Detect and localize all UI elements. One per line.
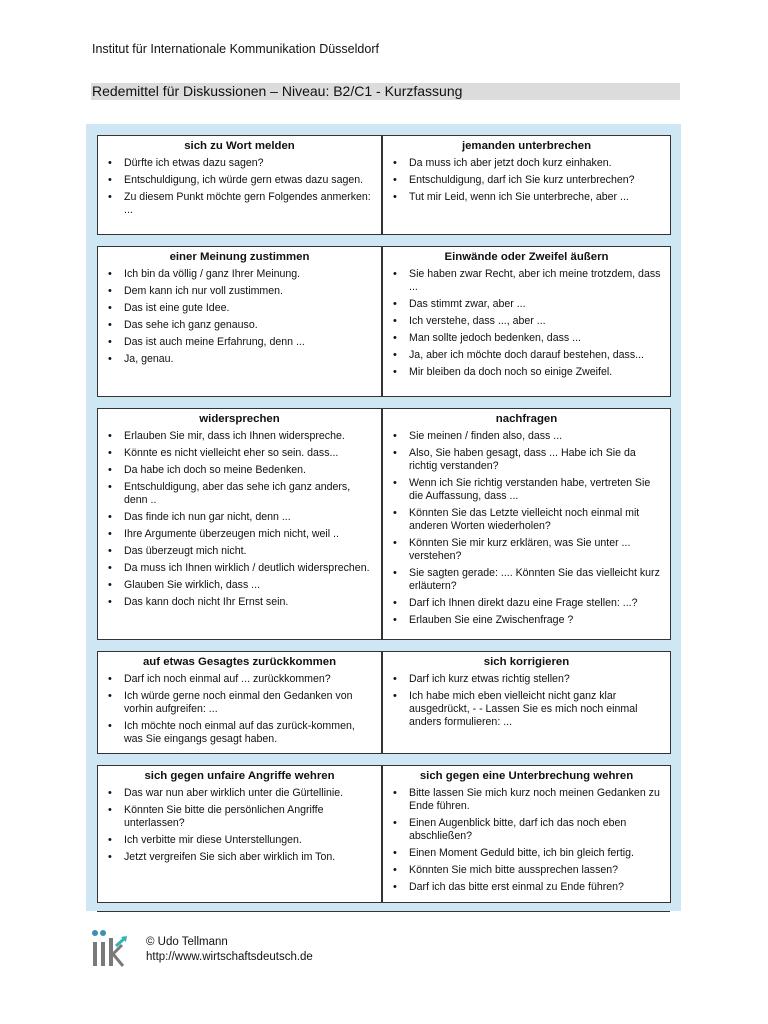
list-item: • Darf ich das bitte erst einmal zu Ende führen? [391,881,662,894]
list-item: • Entschuldigung, ich würde gern etwas dazu sagen. [106,174,373,187]
list-item: • Jetzt vergreifen Sie sich aber wirklich im Ton. [106,851,373,864]
list-item: • Wenn ich Sie richtig verstanden habe, vertreten Sie die Auffassung, dass ... [391,477,662,503]
section-box [97,408,382,640]
phrase-list [391,673,662,729]
list-item: • Dürfte ich etwas dazu sagen? [106,157,373,170]
phrase-list [391,787,662,894]
phrases-panel [86,124,681,911]
document-title: Redemittel für Diskussionen – Niveau: B2/C1 - Kurzfassung [91,83,680,100]
list-item: • Könnten Sie bitte die persönlichen Angriffe unterlassen? [106,804,373,830]
section-title: sich korrigieren [483,656,570,668]
footer [146,935,313,965]
list-item: • Darf ich Ihnen direkt dazu eine Frage stellen: ...? [391,597,662,610]
list-item: • Einen Moment Geduld bitte, ich bin gleich fertig. [391,847,662,860]
list-item: • Ich würde gerne noch einmal den Gedanken von vorhin aufgreifen: ... [106,690,373,716]
list-item: • Könnten Sie mir kurz erklären, was Sie unter ... verstehen? [391,537,662,563]
phrase-list [391,268,662,379]
phrase-list [106,430,373,609]
list-item: • Das überzeugt mich nicht. [106,545,373,558]
list-item: • Erlauben Sie mir, dass ich Ihnen widerspreche. [106,430,373,443]
list-item: • Ihre Argumente überzeugen mich nicht, weil .. [106,528,373,541]
section-title: jemanden unterbrechen [461,140,592,152]
list-item: • Man sollte jedoch bedenken, dass ... [391,332,662,345]
list-item: • Darf ich noch einmal auf ... zurückkommen? [106,673,373,686]
list-item: • Das stimmt zwar, aber ... [391,298,662,311]
section-title: einer Meinung zustimmen [169,251,310,263]
list-item: • Könnten Sie mich bitte aussprechen lassen? [391,864,662,877]
phrase-list [391,430,662,627]
phrase-list [106,157,373,217]
list-item: • Da habe ich doch so meine Bedenken. [106,464,373,477]
list-item: • Könnte es nicht vielleicht eher so sein. dass... [106,447,373,460]
section-box [382,651,671,754]
section-box [382,408,671,640]
list-item: • Sie haben zwar Recht, aber ich meine trotzdem, dass ... [391,268,662,294]
section-box [97,246,382,397]
list-item: • Könnten Sie das Letzte vielleicht noch einmal mit anderen Worten wiederholen? [391,507,662,533]
list-item: • Entschuldigung, aber das sehe ich ganz anders, denn .. [106,481,373,507]
list-item: • Ja, genau. [106,353,373,366]
list-item: • Mir bleiben da doch noch so einige Zweifel. [391,366,662,379]
section-box [97,135,382,235]
copyright-text: © Udo Tellmann [146,936,228,948]
list-item: • Dem kann ich nur voll zustimmen. [106,285,373,298]
list-item: • Das sehe ich ganz genauso. [106,319,373,332]
section-title: Einwände oder Zweifel äußern [444,251,609,263]
list-item: • Sie meinen / finden also, dass ... [391,430,662,443]
institute-name: Institut für Internationale Kommunikation Düsseldorf [92,42,379,56]
list-item: • Ja, aber ich möchte doch darauf bestehen, dass... [391,349,662,362]
section-box [97,651,382,754]
list-item: • Glauben Sie wirklich, dass ... [106,579,373,592]
list-item: • Das finde ich nun gar nicht, denn ... [106,511,373,524]
section-title: widersprechen [199,413,280,425]
list-item: • Da muss ich aber jetzt doch kurz einhaken. [391,157,662,170]
list-item: • Tut mir Leid, wenn ich Sie unterbreche, aber ... [391,191,662,204]
list-item: • Bitte lassen Sie mich kurz noch meinen Gedanken zu Ende führen. [391,787,662,813]
list-item: • Also, Sie haben gesagt, dass ... Habe ich Sie da richtig verstanden? [391,447,662,473]
section-box [382,246,671,397]
phrase-list [391,157,662,204]
list-item: • Das war nun aber wirklich unter die Gürtellinie. [106,787,373,800]
list-item: • Entschuldigung, darf ich Sie kurz unterbrechen? [391,174,662,187]
list-item: • Ich verstehe, dass ..., aber ... [391,315,662,328]
section-title: sich gegen unfaire Angriffe wehren [144,770,335,782]
section-title: sich zu Wort melden [184,140,295,152]
phrase-list [106,268,373,366]
list-item: • Darf ich kurz etwas richtig stellen? [391,673,662,686]
list-item: • Erlauben Sie eine Zwischenfrage ? [391,614,662,627]
list-item: • Da muss ich Ihnen wirklich / deutlich widersprechen. [106,562,373,575]
list-item: • Ich verbitte mir diese Unterstellungen. [106,834,373,847]
phrase-list [106,787,373,864]
section-box [382,765,671,903]
list-item: • Ich möchte noch einmal auf das zurück-kommen, was Sie eingangs gesagt haben. [106,720,373,746]
list-item: • Zu diesem Punkt möchte gern Folgendes anmerken: ... [106,191,373,217]
section-box [97,765,382,903]
list-item: • Sie sagten gerade: .... Könnten Sie das vielleicht kurz erläutern? [391,567,662,593]
section-box [382,135,671,235]
list-item: • Einen Augenblick bitte, darf ich das noch eben abschließen? [391,817,662,843]
section-title: nachfragen [495,413,558,425]
list-item: • Ich bin da völlig / ganz Ihrer Meinung. [106,268,373,281]
section-title: auf etwas Gesagtes zurückkommen [142,656,337,668]
footer-divider [97,911,670,912]
website-link[interactable]: http://www.wirtschaftsdeutsch.de [146,951,313,963]
list-item: • Das kann doch nicht Ihr Ernst sein. [106,596,373,609]
list-item: • Das ist auch meine Erfahrung, denn ... [106,336,373,349]
list-item: • Ich habe mich eben vielleicht nicht ganz klar ausgedrückt, - - Lassen Sie es mich noch einmal anders formulieren: ... [391,690,662,729]
iik-logo-icon [90,928,132,970]
section-title: sich gegen eine Unterbrechung wehren [419,770,634,782]
list-item: • Das ist eine gute Idee. [106,302,373,315]
phrase-list [106,673,373,746]
